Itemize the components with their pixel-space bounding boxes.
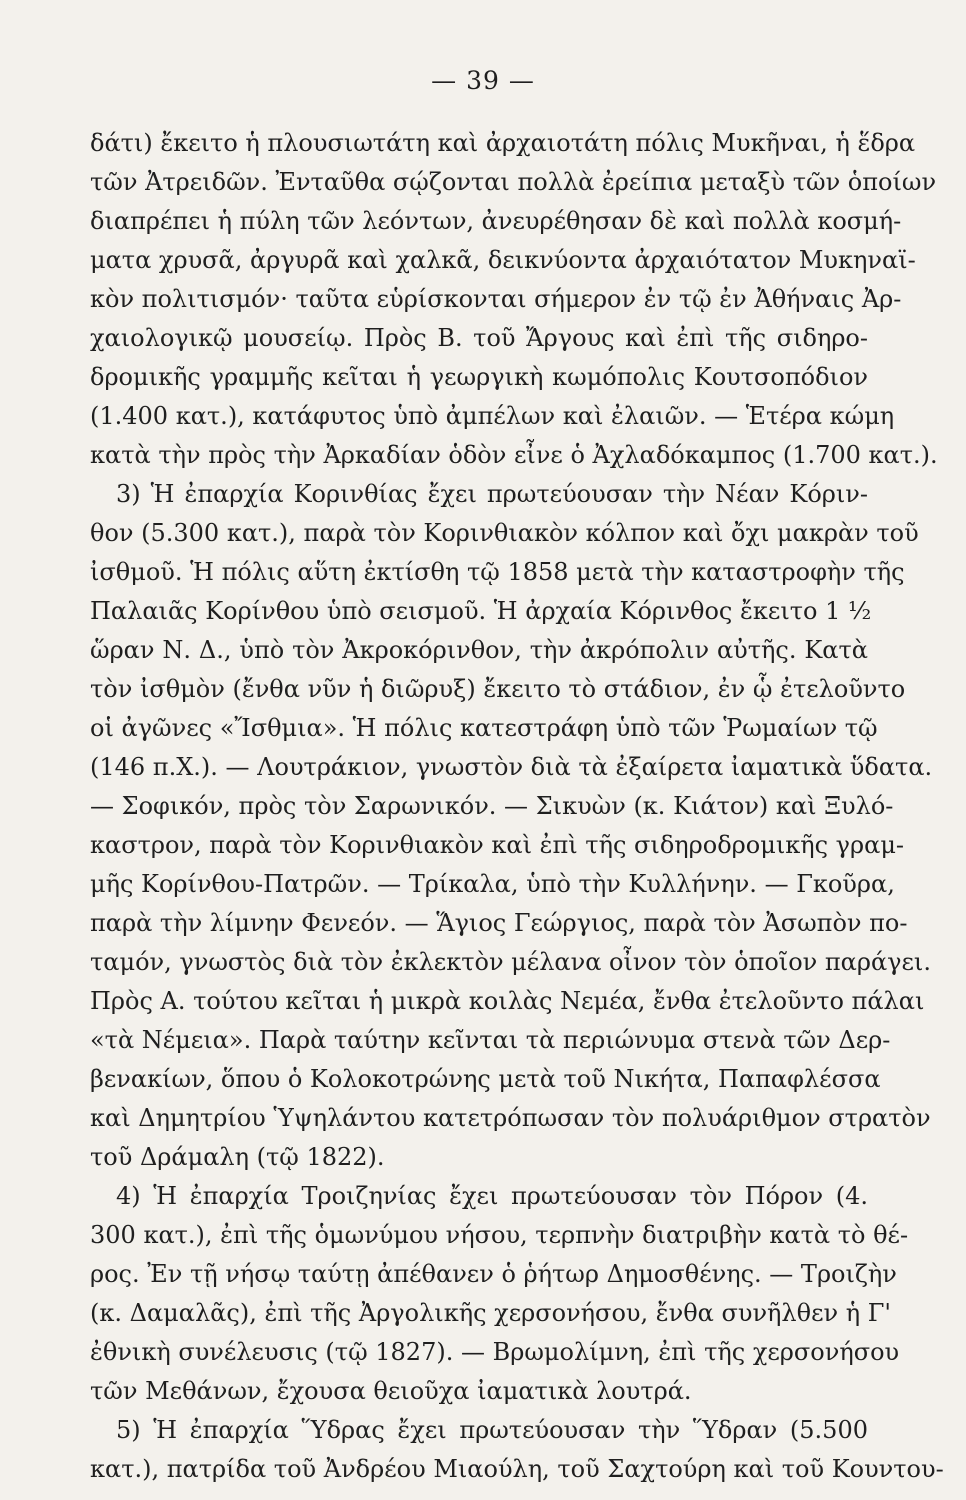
text-line: βενακίων, ὅπου ὁ Κολοκοτρώνης μετὰ τοῦ Νικήτα, Παπαφλέσσα bbox=[90, 1065, 881, 1093]
text-line: τὸν ἰσθμὸν (ἔνθα νῦν ἡ διῶρυξ) ἔκειτο τὸ στάδιον, ἐν ᾧ ἐτελοῦντο bbox=[90, 675, 906, 703]
section-3-start: 3) Ἡ ἐπαρχία Κορινθίας ἔχει πρωτεύουσαν τὴν Νέαν Κόριν- bbox=[116, 480, 868, 508]
text-line: καὶ Δημητρίου Ὑψηλάντου κατετρόπωσαν τὸν πολυάριθμον στρατὸν bbox=[90, 1104, 931, 1132]
text-line: ἰσθμοῦ. Ἡ πόλις αὕτη ἐκτίσθη τῷ 1858 μετὰ τὴν καταστροφὴν τῆς bbox=[90, 558, 905, 586]
section-4-start: 4) Ἡ ἐπαρχία Τροιζηνίας ἔχει πρωτεύουσαν τὸν Πόρον (4. bbox=[116, 1182, 868, 1210]
text-line: ταμόν, γνωστὸς διὰ τὸν ἐκλεκτὸν μέλανα οἶνον τὸν ὁποῖον παράγει. bbox=[90, 948, 931, 976]
text-line: ἐθνικὴ συνέλευσις (τῷ 1827). — Βρωμολίμνη, ἐπὶ τῆς χερσονήσου bbox=[90, 1338, 900, 1366]
text-line: Πρὸς Α. τούτου κεῖται ἡ μικρὰ κοιλὰς Νεμέα, ἔνθα ἐτελοῦντο πάλαι bbox=[90, 987, 925, 1015]
text-line: καστρον, παρὰ τὸν Κορινθιακὸν καὶ ἐπὶ τῆς σιδηροδρομικῆς γραμ- bbox=[90, 831, 905, 859]
text-line: παρὰ τὴν λίμνην Φενεόν. — Ἅγιος Γεώργιος, παρὰ τὸν Ἀσωπὸν πο- bbox=[90, 909, 908, 937]
text-line: ρος. Ἐν τῇ νήσῳ ταύτῃ ἀπέθανεν ὁ ῥήτωρ Δημοσθένης. — Τροιζὴν bbox=[90, 1260, 897, 1288]
text-line: Παλαιᾶς Κορίνθου ὑπὸ σεισμοῦ. Ἡ ἀρχαία Κόρινθος ἔκειτο 1 ½ bbox=[90, 597, 872, 625]
text-line: ματα χρυσᾶ, ἀργυρᾶ καὶ χαλκᾶ, δεικνύοντα ἀρχαιότατον Μυκηναϊ- bbox=[90, 246, 916, 274]
text-line: δρομικῆς γραμμῆς κεῖται ἡ γεωργικὴ κωμόπολις Κουτσοπόδιον bbox=[90, 363, 868, 391]
body-text bbox=[90, 124, 944, 1489]
text-line: κατ.), πατρίδα τοῦ Ἀνδρέου Μιαούλη, τοῦ Σαχτούρη καὶ τοῦ Κουντου- bbox=[90, 1455, 944, 1483]
page-number: — 39 — bbox=[431, 66, 535, 95]
text-line: «τὰ Νέμεια». Παρὰ ταύτην κεῖνται τὰ περιώνυμα στενὰ τῶν Δερ- bbox=[90, 1026, 891, 1054]
section-5-start: 5) Ἡ ἐπαρχία Ὕδρας ἔχει πρωτεύουσαν τὴν Ὕδραν (5.500 bbox=[116, 1416, 868, 1444]
text-line: χαιολογικῷ μουσείῳ. Πρὸς Β. τοῦ Ἄργους καὶ ἐπὶ τῆς σιδηρο- bbox=[90, 324, 868, 352]
text-line: οἱ ἀγῶνες «Ἴσθμια». Ἡ πόλις κατεστράφη ὑπὸ τῶν Ῥωμαίων τῷ bbox=[90, 714, 878, 742]
text-line: τῶν Μεθάνων, ἔχουσα θειοῦχα ἰαματικὰ λουτρά. bbox=[90, 1377, 692, 1405]
text-line: κὸν πολιτισμόν· ταῦτα εὑρίσκονται σήμερον ἐν τῷ ἐν Ἀθήναις Ἀρ- bbox=[90, 285, 902, 313]
text-line: — Σοφικόν, πρὸς τὸν Σαρωνικόν. — Σικυὼν (κ. Κιάτον) καὶ Ξυλό- bbox=[90, 792, 894, 820]
text-line: τῶν Ἀτρειδῶν. Ἐνταῦθα σῴζονται πολλὰ ἐρείπια μεταξὺ τῶν ὁποίων bbox=[90, 168, 937, 196]
text-line: μῆς Κορίνθου-Πατρῶν. — Τρίκαλα, ὑπὸ τὴν Κυλλήνην. — Γκοῦρα, bbox=[90, 870, 895, 898]
text-line: θον (5.300 κατ.), παρὰ τὸν Κορινθιακὸν κόλπον καὶ ὄχι μακρὰν τοῦ bbox=[90, 519, 919, 547]
text-line: (146 π.Χ.). — Λουτράκιον, γνωστὸν διὰ τὰ ἐξαίρετα ἰαματικὰ ὕδατα. bbox=[90, 753, 933, 781]
text-line: ὥραν Ν. Δ., ὑπὸ τὸν Ἀκροκόρινθον, τὴν ἀκρόπολιν αὐτῆς. Κατὰ bbox=[90, 636, 868, 664]
text-line: (1.400 κατ.), κατάφυτος ὑπὸ ἀμπέλων καὶ ἐλαιῶν. — Ἑτέρα κώμη bbox=[90, 402, 895, 430]
text-line: κατὰ τὴν πρὸς τὴν Ἀρκαδίαν ὁδὸν εἶνε ὁ Ἀχλαδόκαμπος (1.700 κατ.). bbox=[90, 441, 938, 469]
text-line: τοῦ Δράμαλη (τῷ 1822). bbox=[90, 1143, 385, 1171]
text-line: (κ. Δαμαλᾶς), ἐπὶ τῆς Ἀργολικῆς χερσονήσου, ἔνθα συνῆλθεν ἡ Γ' bbox=[90, 1299, 891, 1327]
text-line: δάτι) ἔκειτο ἡ πλουσιωτάτη καὶ ἀρχαιοτάτη πόλις Μυκῆναι, ἡ ἕδρα bbox=[90, 129, 916, 157]
text-line: διαπρέπει ἡ πύλη τῶν λεόντων, ἀνευρέθησαν δὲ καὶ πολλὰ κοσμή- bbox=[90, 207, 902, 235]
text-line: 300 κατ.), ἐπὶ τῆς ὁμωνύμου νήσου, τερπνὴν διατριβὴν κατὰ τὸ θέ- bbox=[90, 1221, 909, 1249]
